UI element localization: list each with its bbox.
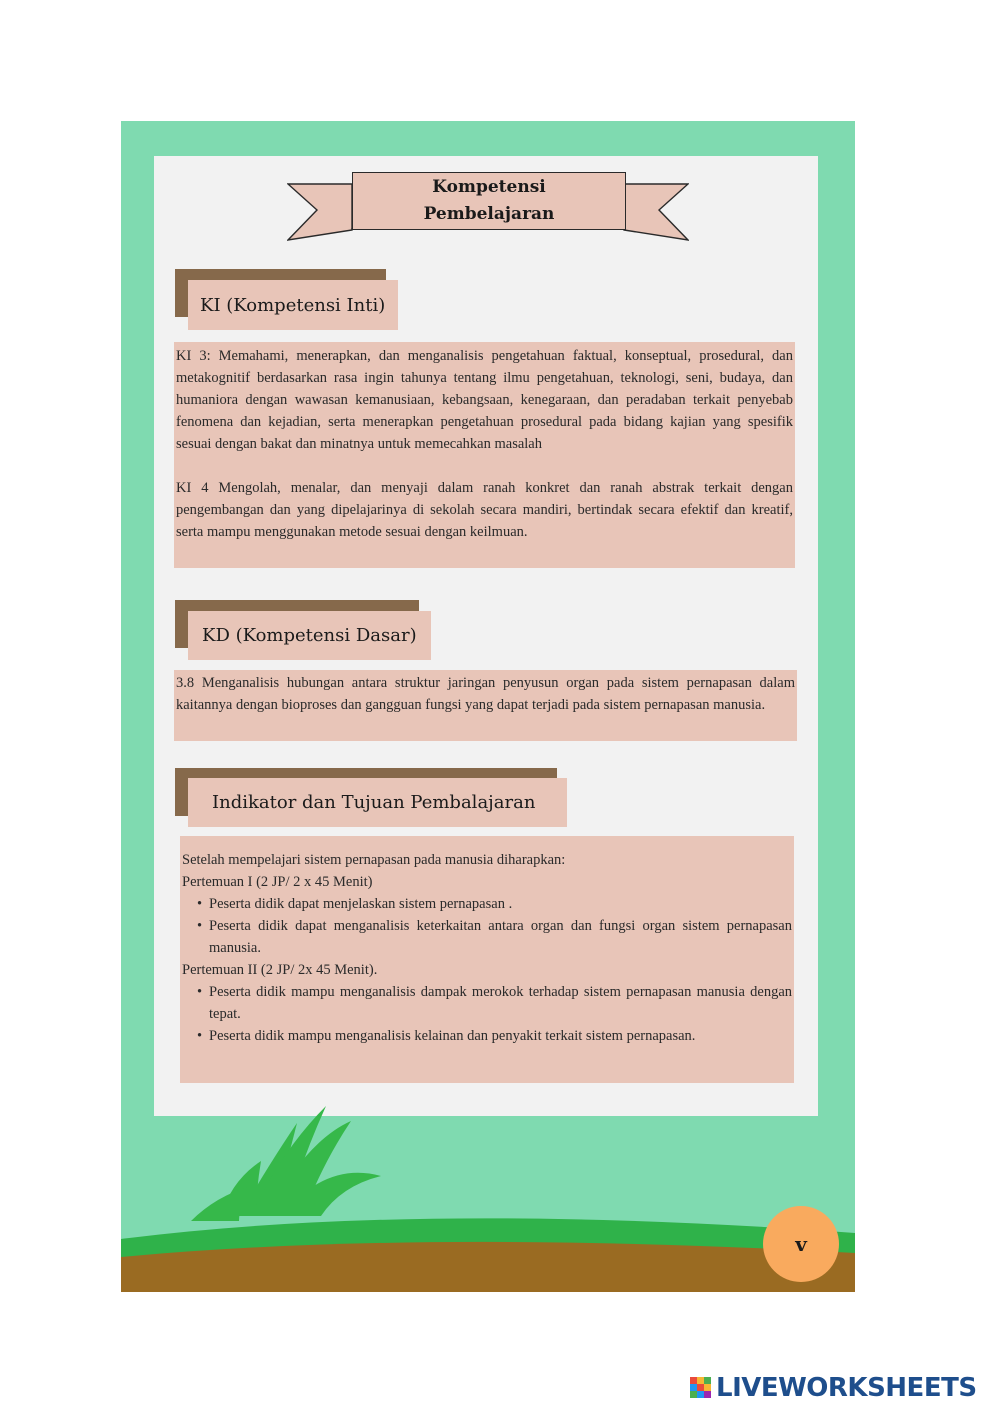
liveworksheets-wordmark: LIVEWORKSHEETS [716, 1373, 977, 1403]
indikator-intro: Setelah mempelajari sistem pernapasan pada manusia diharapkan: [182, 852, 566, 868]
meeting-2-label: Pertemuan II (2 JP/ 2x 45 Menit). [182, 962, 378, 978]
indikator-heading [188, 778, 567, 827]
page-number: v [795, 1232, 807, 1256]
meeting-2-list [182, 981, 792, 1047]
kd-text: 3.8 Menganalisis hubungan antara struktur jaringan penyusun organ pada sistem pernapasan dalam kaitannya dengan bioproses dan gangguan fungsi yang dapat terjadi pada sistem pernapasan manusia. [176, 675, 795, 713]
indikator-heading-text: Indikator dan Tujuan Pembalajaran [212, 792, 536, 813]
kd-box [174, 670, 797, 741]
ki-heading-text: KI (Kompetensi Inti) [200, 294, 386, 316]
ki-3-text: KI 3: Memahami, menerapkan, dan menganalisis pengetahuan faktual, konseptual, prosedural, dan metakognitif berdasarkan rasa ingin tahunya tentang ilmu pengetahuan, teknologi, seni, budaya, dan humaniora dengan wawasan kemanusiaan, kebangsaan, kenegaraan, dan peradaban terkait penyebab fenomena dan kejadian, serta menerapkan pengetahuan prosedural pada bidang kajian yang spesifik sesuai dengan bakat dan minatnya untuk memecahkan masalah [176, 348, 793, 452]
list-item: • Peserta didik dapat menjelaskan sistem pernapasan . [182, 893, 792, 915]
title-banner-text [352, 172, 626, 230]
list-item: • Peserta didik dapat menganalisis keterkaitan antara organ dan fungsi organ sistem pernapasan manusia. [182, 915, 792, 959]
ki-4-text: KI 4 Mengolah, menalar, dan menyaji dalam ranah konkret dan ranah abstrak terkait dengan pengembangan dan yang dipelajarinya di sekolah secara mandiri, bertindak secara efektif dan kreatif, serta mampu menggunakan metode sesuai dengan keilmuan. [176, 480, 793, 540]
list-item: • Peserta didik mampu menganalisis dampak merokok terhadap sistem pernapasan manusia dengan tepat. [182, 981, 792, 1025]
banner-line-2: Pembelajaran [423, 204, 555, 224]
ki-box [174, 342, 795, 568]
list-item: • Peserta didik mampu menganalisis kelainan dan penyakit terkait sistem pernapasan. [182, 1025, 792, 1047]
kd-heading-text: KD (Kompetensi Dasar) [202, 625, 417, 646]
indikator-box [180, 836, 794, 1083]
meeting-1-list [182, 893, 792, 959]
ki-heading [188, 280, 398, 330]
liveworksheets-logo [690, 1373, 977, 1403]
kd-heading [188, 611, 431, 660]
meeting-1-label: Pertemuan I (2 JP/ 2 x 45 Menit) [182, 874, 373, 890]
banner-line-1: Kompetensi [432, 177, 546, 197]
page-number-badge [763, 1206, 839, 1282]
liveworksheets-icon [690, 1377, 712, 1399]
